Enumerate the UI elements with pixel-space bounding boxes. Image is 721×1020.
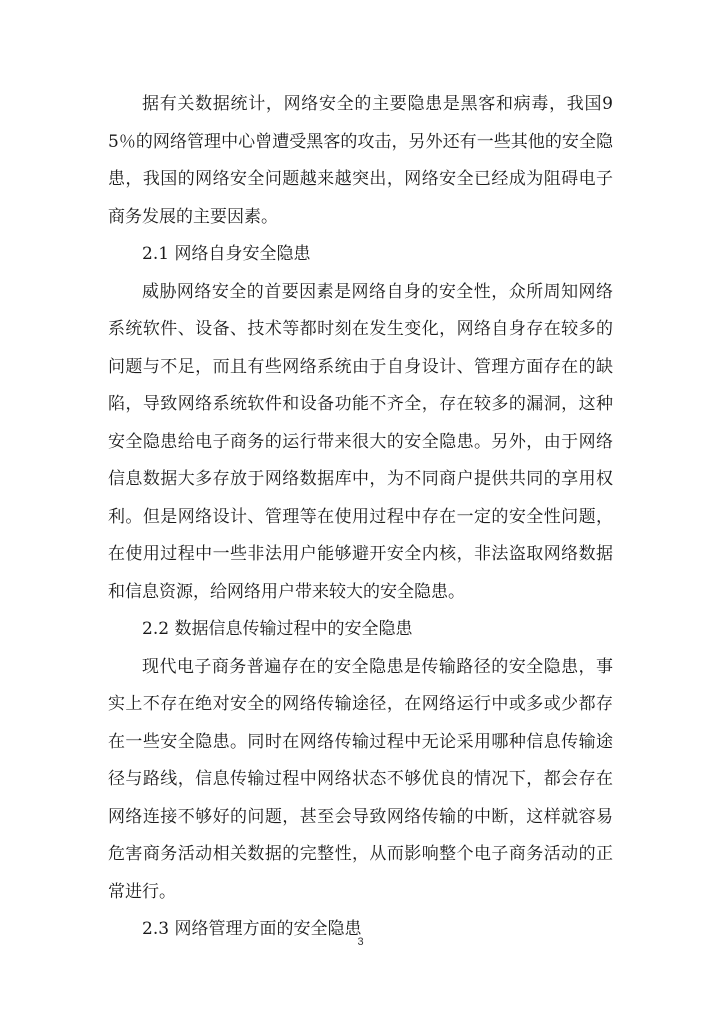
paragraph-network-security: 威胁网络安全的首要因素是网络自身的安全性，众所周知网络系统软件、设备、技术等都时刻在发生变化，网络自身存在较多的问题与不足，而且有些网络系统由于自身设计、管理方面存在的缺陷，导致网络系统软件和设备功能不齐全，存在较多的漏洞，这种安全隐患给电子商务的运行带来很大的安全隐患。另外，由于网络信息数据大多存放于网络数据库中，为不同商户提供共同的享用权利。但是网络设计、管理等在使用过程中存在一定的安全性问题，在使用过程中一些非法用户能够避开安全内核，非法盗取网络数据和信息资源，给网络用户带来较大的安全隐患。 [108,281,613,602]
paragraph-intro: 据有关数据统计，网络安全的主要隐患是黑客和病毒，我国95％的网络管理中心曾遭受黑客的攻击，另外还有一些其他的安全隐患，我国的网络安全问题越来越突出，网络安全已经成为阻碍电子商务发展的主要因素。 [108,94,613,227]
section-heading-2-1: 2.1 网络自身安全隐患 [142,244,311,264]
page-content [108,86,613,949]
section-heading-2-2: 2.2 数据信息传输过程中的安全隐患 [142,619,413,639]
section-heading-2-3: 2.3 网络管理方面的安全隐患 [142,919,362,939]
page-number: 3 [357,936,364,948]
paragraph-data-transmission: 现代电子商务普遍存在的安全隐患是传输路径的安全隐患，事实上不存在绝对安全的网络传输途径，在网络运行中或多或少都存在一些安全隐患。同时在网络传输过程中无论采用哪种信息传输途径与路线，信息传输过程中网络状态不够优良的情况下，都会存在网络连接不够好的问题，甚至会导致网络传输的中断，这样就容易危害商务活动相关数据的完整性，从而影响整个电子商务活动的正常进行。 [108,656,613,902]
